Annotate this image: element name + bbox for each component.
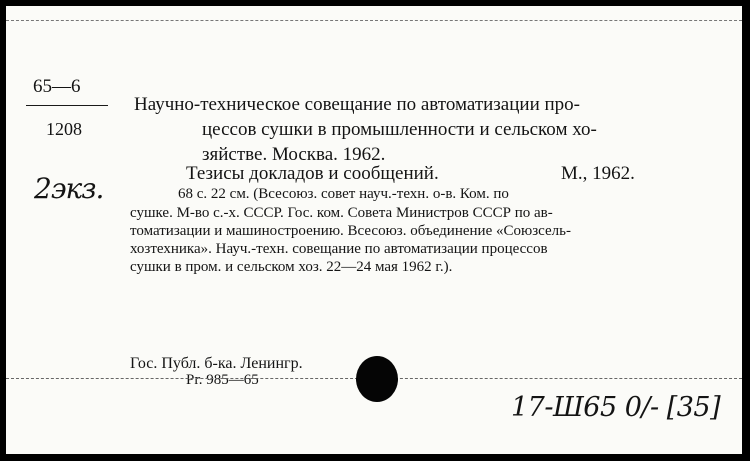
publication-place-year: М., 1962. <box>561 163 635 184</box>
copies-handwritten-note: 2экз. <box>34 172 104 205</box>
description-line: томатизации и машиностроению. Всесоюз. объединение «Союзсель- <box>130 223 571 239</box>
title-line: Научно-техническое совещание по автоматизации про- <box>134 94 580 115</box>
registration-number: Рг. 985—65 <box>186 372 259 388</box>
subtitle: Тезисы докладов и сообщений. <box>186 163 439 184</box>
title-line: зяйстве. Москва. 1962. <box>202 144 386 165</box>
title-line: цессов сушки в промышленности и сельском хо- <box>202 119 597 140</box>
catalog-card <box>6 6 742 454</box>
handwritten-note: 17-Ш65 0/- [35] <box>511 392 721 423</box>
description-line: 68 с. 22 см. (Всесоюз. совет науч.-техн. о-в. Ком. по <box>178 186 509 202</box>
library-name: Гос. Публ. б-ка. Ленингр. <box>130 355 303 372</box>
description-line: сушки в пром. и сельском хоз. 22—24 мая 1962 г.). <box>130 259 453 275</box>
call-number-top: 65—6 <box>33 76 81 97</box>
top-divider <box>6 20 742 21</box>
description-line: сушке. М-во с.-х. СССР. Гос. ком. Совета Министров СССР по ав- <box>130 205 553 221</box>
call-number-bottom: 1208 <box>46 119 82 139</box>
ink-blot-icon <box>356 356 398 402</box>
description-line: хозтехника». Науч.-техн. совещание по автоматизации процессов <box>130 241 548 257</box>
call-number-divider <box>26 105 108 106</box>
